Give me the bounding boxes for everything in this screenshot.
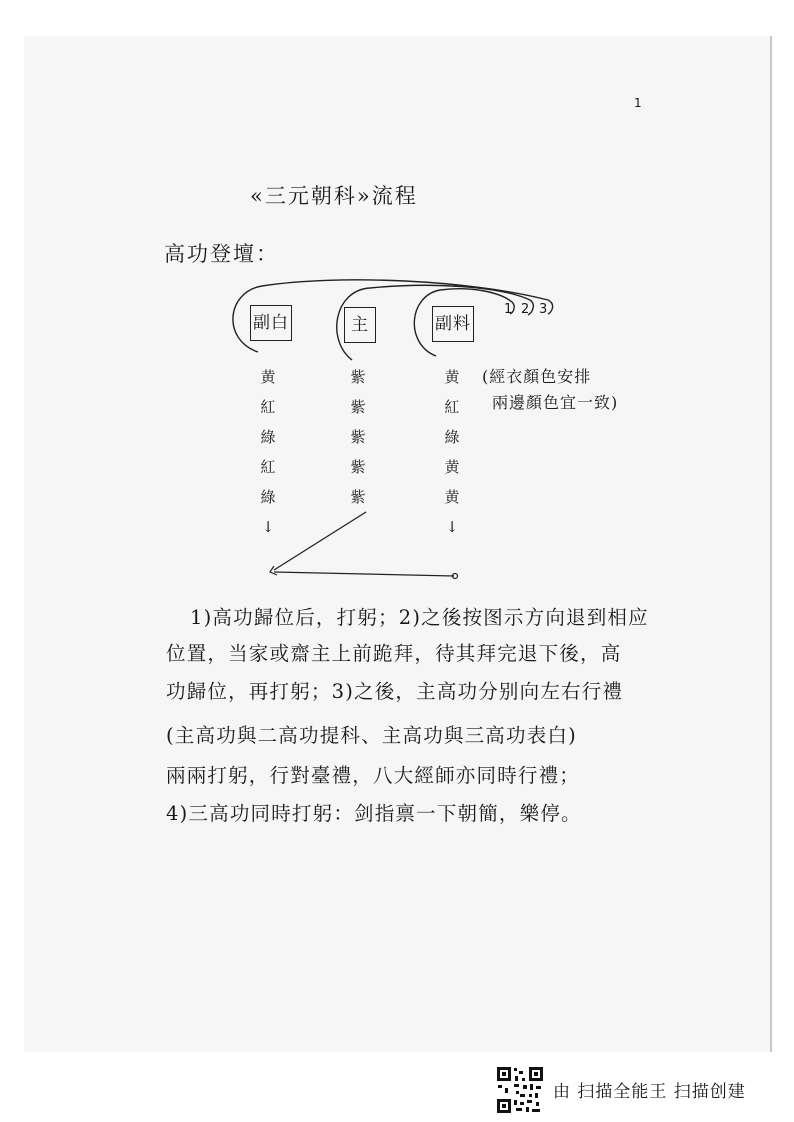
color-entry: 綠: [444, 428, 460, 446]
page-number: 1: [634, 96, 642, 110]
qr-code-icon: [496, 1066, 544, 1114]
color-entry: 黄: [260, 368, 276, 386]
color-entry: 黄: [444, 488, 460, 506]
color-entry: 紫: [350, 488, 366, 506]
color-entry: 黄: [444, 368, 460, 386]
color-entry: 紫: [350, 368, 366, 386]
body-line: 1)高功歸位后，打躬；2)之後按图示方向退到相应: [190, 606, 649, 629]
color-note-line-1: (經衣顏色安排: [482, 367, 592, 386]
color-column-center: [347, 362, 369, 542]
color-entry: 紫: [350, 398, 366, 416]
body-line: 4)三高功同時打躬：剑指禀一下朝簡，樂停。: [166, 802, 582, 825]
section-heading: 高功登壇：: [164, 242, 279, 266]
position-box-right: 副料: [432, 306, 474, 342]
down-arrow: ↓: [261, 518, 275, 536]
position-number-2: 2: [521, 302, 530, 317]
position-box-center: 主: [344, 307, 376, 343]
body-line: (主高功與二高功提科、主高功與三高功表白): [166, 724, 577, 747]
color-entry: 綠: [260, 428, 276, 446]
body-line: 兩兩打躬，行對臺禮，八大經師亦同時行禮；: [166, 764, 581, 787]
position-number-1: 1: [504, 302, 513, 317]
page-title: «三元朝科»流程: [250, 184, 418, 208]
down-arrow: ↓: [445, 518, 459, 536]
color-column-right: [441, 362, 463, 542]
scanner-watermark-text: 由 扫描全能王 扫描创建: [553, 1082, 746, 1102]
color-entry: 紫: [350, 428, 366, 446]
position-box-left: 副白: [250, 305, 292, 341]
position-number-3: 3: [539, 302, 548, 317]
color-column-left: [257, 362, 279, 542]
color-entry: 紅: [444, 398, 460, 416]
color-entry: 紫: [350, 458, 366, 476]
color-entry: 紅: [260, 458, 276, 476]
color-note-line-2: 兩邊顏色宜一致): [492, 393, 619, 412]
color-entry: 綠: [260, 488, 276, 506]
body-line: 功歸位，再打躬；3)之後，主高功分别向左右行禮: [166, 680, 624, 703]
color-entry: 黄: [444, 458, 460, 476]
body-line: 位置，当家或齋主上前跪拜，待其拜完退下後，高: [166, 642, 622, 665]
color-entry: 紅: [260, 398, 276, 416]
